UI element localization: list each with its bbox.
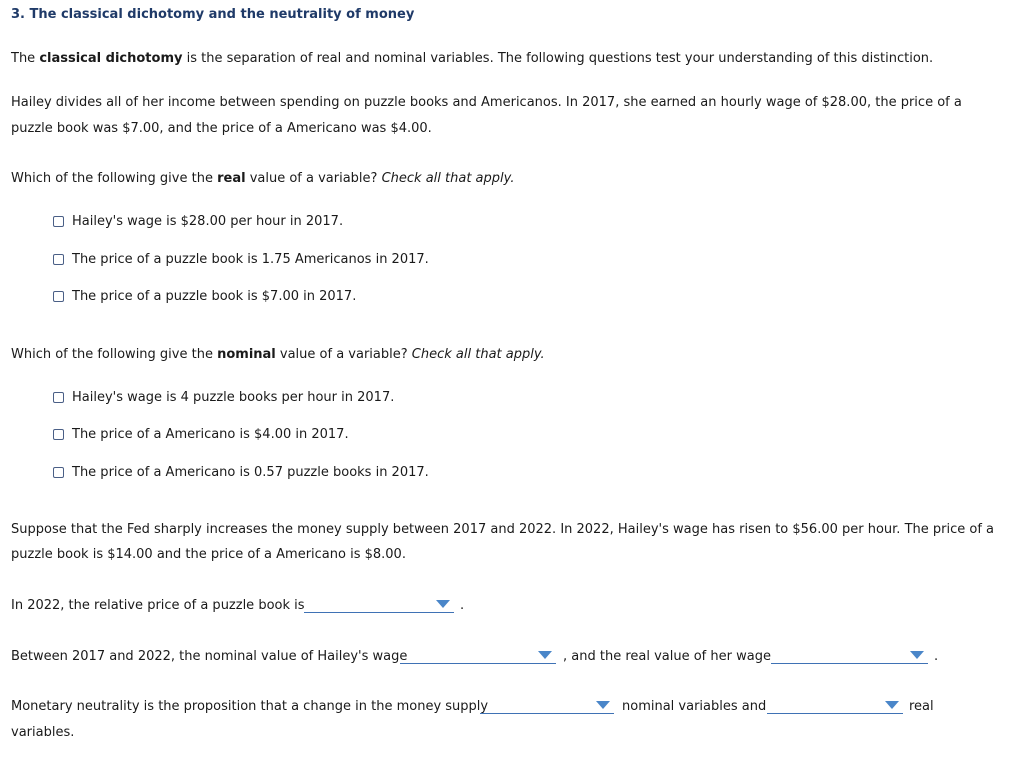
dropdown-arrow-icon — [910, 651, 924, 659]
nominal-option-1[interactable]: Hailey's wage is 4 puzzle books per hour in 2017. — [53, 390, 394, 405]
real-wage-prompt: , and the real value of her wage — [563, 649, 771, 664]
real-option-2[interactable]: The price of a puzzle book is 1.75 Americanos in 2017. — [53, 252, 429, 267]
dropdown-arrow-icon — [436, 600, 450, 608]
question-title: 3. The classical dichotomy and the neutrality of money — [11, 7, 415, 22]
checkbox[interactable] — [53, 216, 64, 227]
scenario-line-2: puzzle book was $7.00, and the price of a Americano was $4.00. — [11, 121, 432, 136]
nominal-wage-prompt: Between 2017 and 2022, the nominal value of Hailey's wage — [11, 649, 408, 664]
dropdown-arrow-icon — [596, 701, 610, 709]
checkbox[interactable] — [53, 467, 64, 478]
dropdown-arrow-icon — [538, 651, 552, 659]
checkbox[interactable] — [53, 429, 64, 440]
real-wage-dropdown[interactable] — [771, 649, 928, 664]
relative-price-period: . — [460, 598, 465, 613]
wage-period: . — [934, 649, 939, 664]
nominal-question-prompt: Which of the following give the nominal value of a variable? Check all that apply. — [11, 347, 545, 362]
fed-line-2: puzzle book is $14.00 and the price of a Americano is $8.00. — [11, 547, 406, 562]
intro-text: The classical dichotomy is the separation of real and nominal variables. The following questions test your understanding of this distinction. — [11, 51, 934, 66]
checkbox[interactable] — [53, 291, 64, 302]
neutrality-real-dropdown[interactable] — [767, 699, 903, 714]
scenario-line-1: Hailey divides all of her income between spending on puzzle books and Americanos. In 2017, she earned an hourly wage of $28.00, the price of a — [11, 95, 962, 110]
checkbox[interactable] — [53, 254, 64, 265]
real-option-3[interactable]: The price of a puzzle book is $7.00 in 2017. — [53, 289, 356, 304]
fed-line-1: Suppose that the Fed sharply increases the money supply between 2017 and 2022. In 2022, Hailey's wage has risen to $56.00 per hour. The price of a — [11, 522, 994, 537]
real-option-1[interactable]: Hailey's wage is $28.00 per hour in 2017. — [53, 214, 343, 229]
neutrality-prompt: Monetary neutrality is the proposition that a change in the money supply — [11, 699, 489, 714]
dropdown-arrow-icon — [885, 701, 899, 709]
neutrality-line-2: variables. — [11, 725, 75, 740]
relative-price-dropdown[interactable] — [304, 598, 454, 613]
nominal-wage-dropdown[interactable] — [400, 649, 556, 664]
checkbox[interactable] — [53, 392, 64, 403]
nominal-option-2[interactable]: The price of a Americano is $4.00 in 2017. — [53, 427, 349, 442]
nominal-option-3[interactable]: The price of a Americano is 0.57 puzzle books in 2017. — [53, 465, 429, 480]
real-question-prompt: Which of the following give the real value of a variable? Check all that apply. — [11, 171, 515, 186]
neutrality-real-label: real — [909, 699, 934, 714]
relative-price-prompt: In 2022, the relative price of a puzzle book is — [11, 598, 305, 613]
neutrality-nominal-label: nominal variables and — [622, 699, 767, 714]
neutrality-nominal-dropdown[interactable] — [480, 699, 614, 714]
